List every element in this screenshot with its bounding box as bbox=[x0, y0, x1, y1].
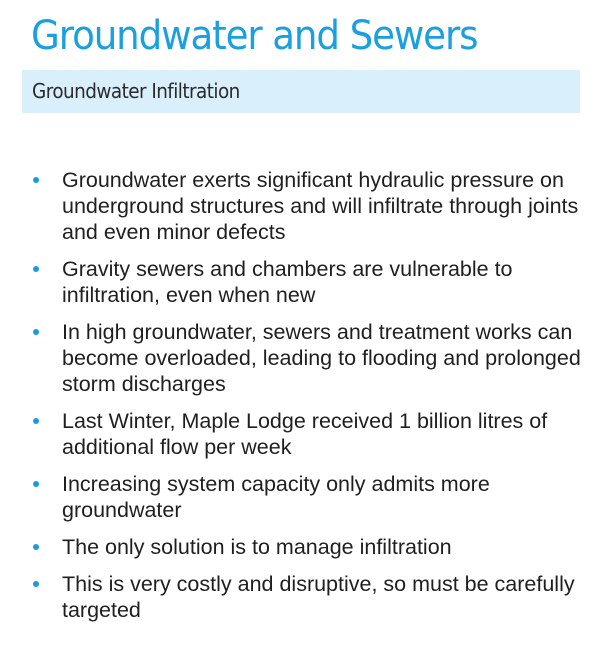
bullet-dot-icon bbox=[33, 481, 39, 487]
bullet-text: In high groundwater, sewers and treatment works can become overloaded, leading to flooding and prolonged storm discharges bbox=[62, 320, 581, 396]
bullet-item bbox=[0, 319, 602, 397]
bullet-item bbox=[0, 256, 602, 308]
bullet-text: The only solution is to manage infiltration bbox=[62, 535, 452, 559]
bullet-item bbox=[0, 471, 602, 523]
slide-title: Groundwater and Sewers bbox=[31, 13, 478, 59]
bullet-item bbox=[0, 408, 602, 460]
bullet-list bbox=[0, 167, 602, 634]
bullet-dot-icon bbox=[33, 418, 39, 424]
bullet-dot-icon bbox=[33, 581, 39, 587]
bullet-item bbox=[0, 167, 602, 245]
bullet-item bbox=[0, 571, 602, 623]
bullet-dot-icon bbox=[33, 544, 39, 550]
bullet-text: Last Winter, Maple Lodge received 1 billion litres of additional flow per week bbox=[62, 409, 548, 459]
bullet-text: This is very costly and disruptive, so must be carefully targeted bbox=[62, 572, 575, 622]
slide-subtitle: Groundwater Infiltration bbox=[32, 79, 240, 103]
bullet-text: Groundwater exerts significant hydraulic pressure on underground structures and will infiltrate through joints and even minor defects bbox=[62, 168, 579, 244]
bullet-dot-icon bbox=[33, 177, 39, 183]
bullet-text: Gravity sewers and chambers are vulnerable to infiltration, even when new bbox=[62, 257, 513, 307]
bullet-item bbox=[0, 534, 602, 560]
subtitle-banner bbox=[22, 70, 580, 113]
bullet-dot-icon bbox=[33, 329, 39, 335]
bullet-dot-icon bbox=[33, 266, 39, 272]
bullet-text: Increasing system capacity only admits more groundwater bbox=[62, 472, 490, 522]
